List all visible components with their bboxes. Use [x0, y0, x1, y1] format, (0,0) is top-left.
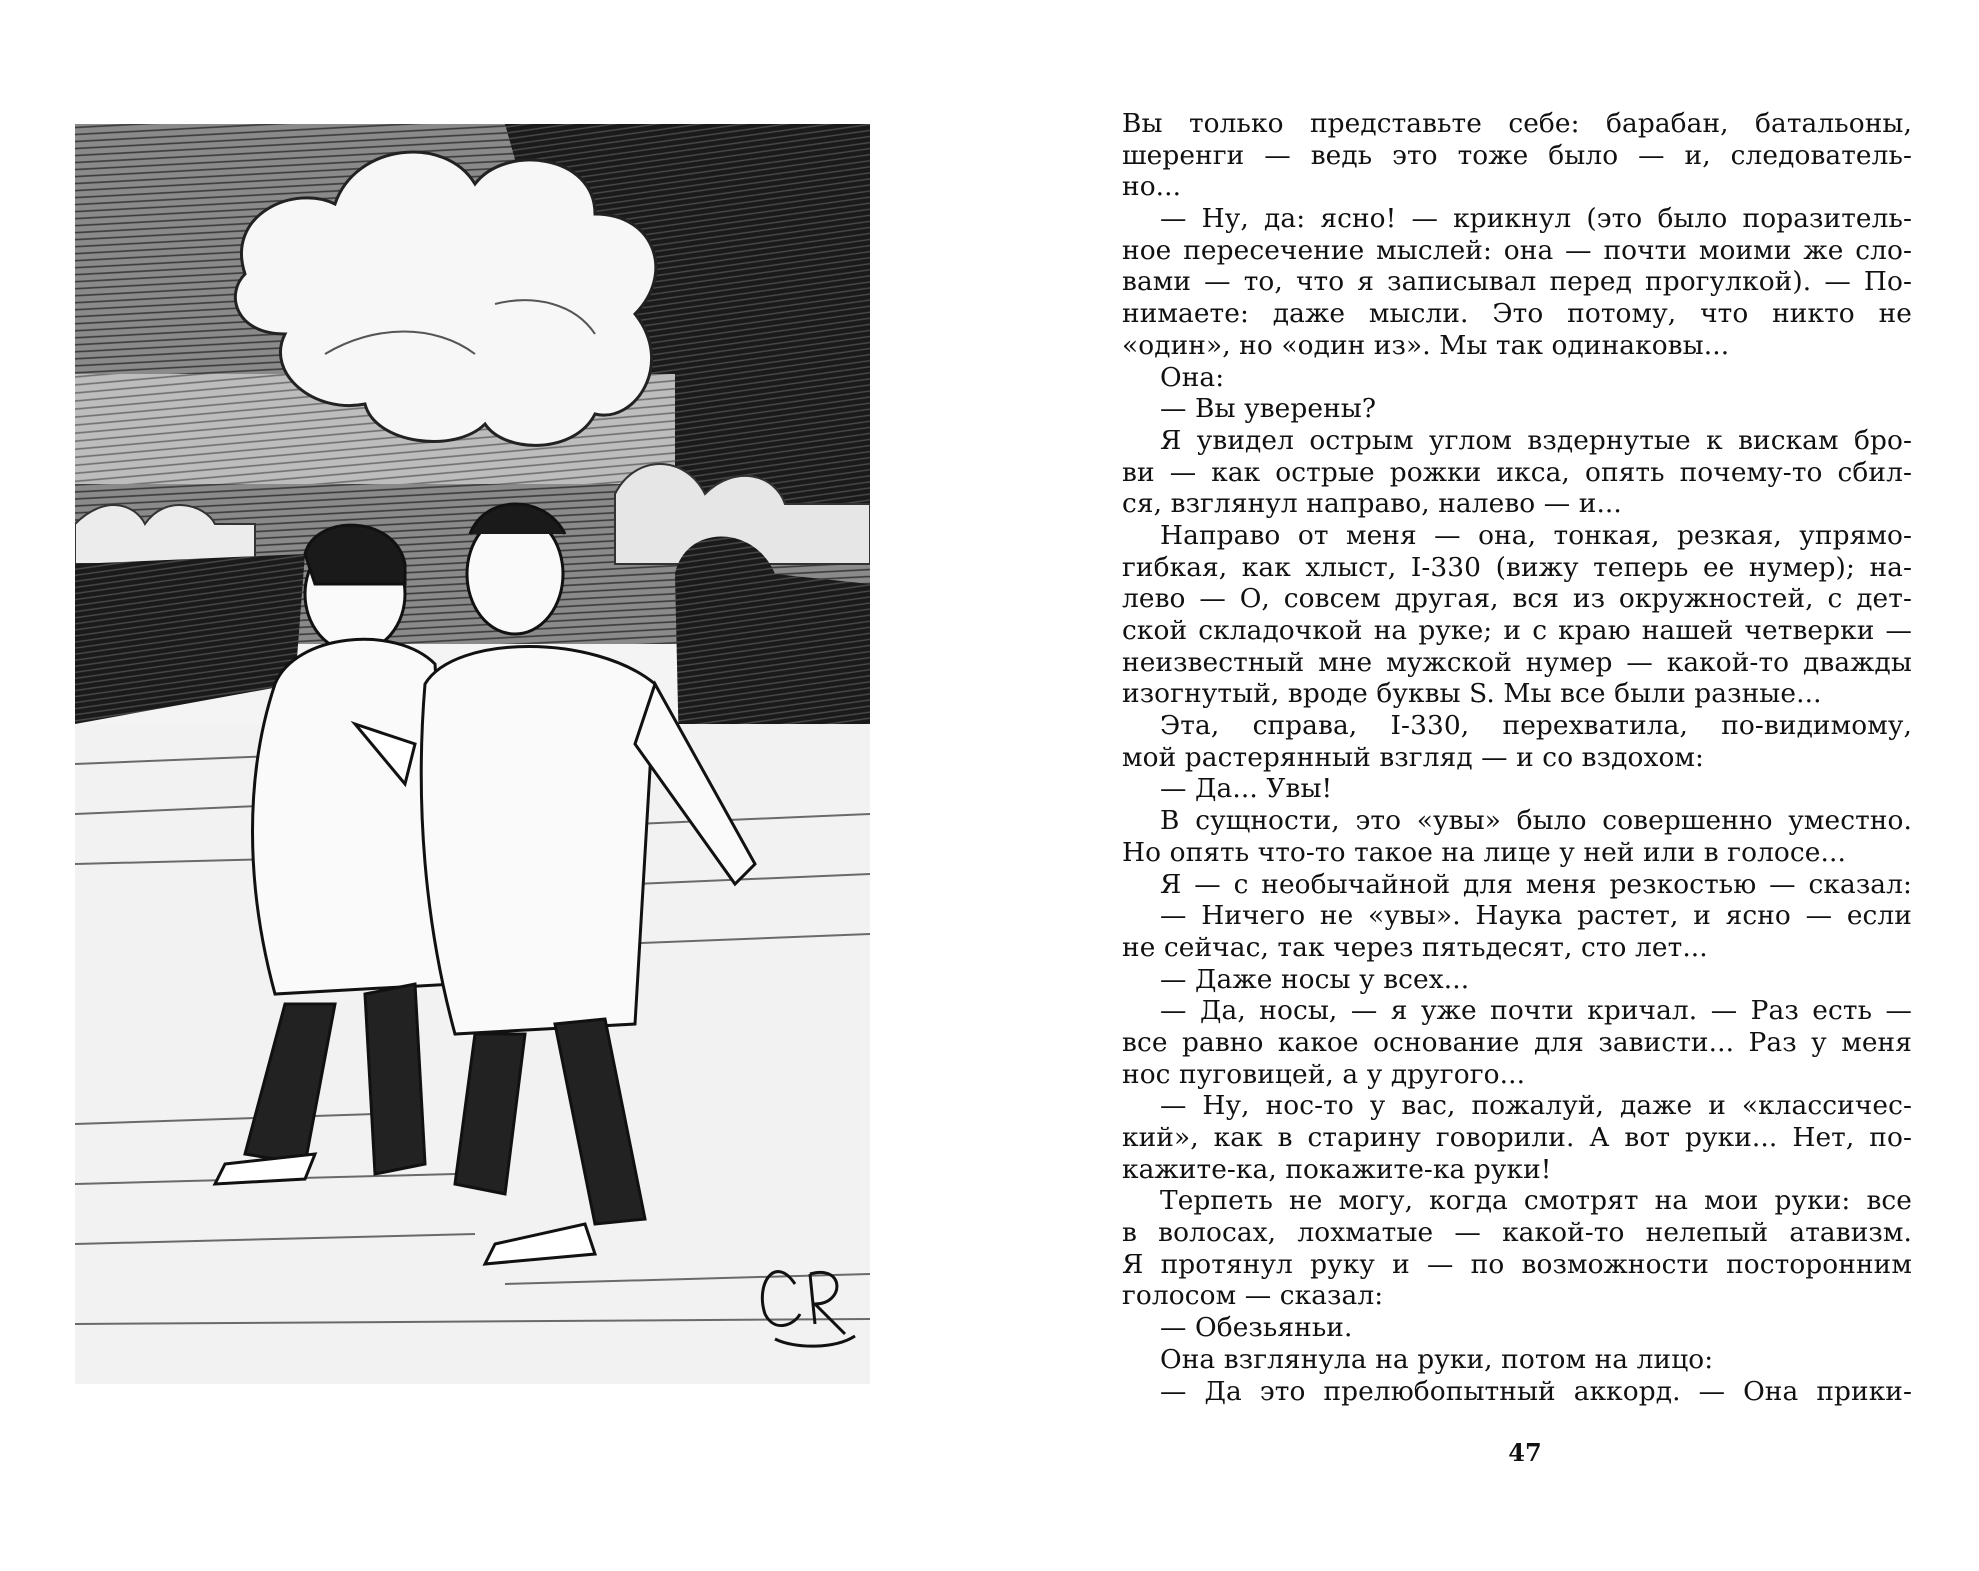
text-line: Терпеть не могу, когда смотрят на мои руки: все — [1160, 1185, 1912, 1217]
text-line: лево — О, совсем другая, вся из окружностей, с дет- — [1122, 583, 1912, 615]
text-line: в волосах, лохматые — какой-то нелепый атавизм. — [1122, 1217, 1912, 1249]
text-line: мой растерянный взгляд — и со вздохом: — [1122, 741, 1705, 773]
text-line: — Ничего не «увы». Наука растет, и ясно — если — [1160, 900, 1912, 932]
text-line: — Вы уверены? — [1160, 393, 1377, 425]
text-line: изогнутый, вроде буквы S. Мы все были разные... — [1122, 678, 1822, 710]
text-line: Направо от меня — она, тонкая, резкая, упрямо- — [1160, 519, 1912, 551]
text-line: — Да... Увы! — [1160, 773, 1333, 805]
text-line: Вы только представьте себе: барабан, батальоны, — [1122, 108, 1912, 139]
ink-drawing — [75, 124, 870, 1384]
text-line: Эта, справа, I-330, перехватила, по-видимому, — [1160, 710, 1912, 742]
text-line: не сейчас, так через пятьдесят, сто лет... — [1122, 931, 1708, 963]
text-line: Она взглянула на руки, потом на лицо: — [1160, 1343, 1714, 1375]
text-line: нимаете: даже мысли. Это потому, что никто не — [1122, 298, 1912, 330]
text-line: Я протянул руку и — по возможности посторонним — [1122, 1248, 1912, 1280]
text-line: нос пуговицей, а у другого... — [1122, 1058, 1526, 1090]
text-line: кий», как в старину говорили. А вот руки... Нет, по- — [1122, 1122, 1912, 1153]
text-line: — Обезьяньи. — [1160, 1312, 1353, 1344]
text-line: Но опять что-то такое на лице у ней или в голосе... — [1122, 836, 1846, 868]
text-line: — Да это прелюбопытный аккорд. — Она прики- — [1160, 1375, 1912, 1407]
text-line: шеренги — ведь это тоже было — и, следователь- — [1122, 139, 1912, 171]
text-line: — Ну, да: ясно! — крикнул (это было поразитель- — [1160, 203, 1912, 235]
text-line: Я увидел острым углом вздернутые к вискам бро- — [1160, 424, 1912, 456]
text-line: В сущности, это «увы» было совершенно уместно. — [1160, 805, 1912, 837]
text-line: — Ну, нос-то у вас, пожалуй, даже и «классичес- — [1160, 1090, 1912, 1122]
text-line: — Даже носы у всех... — [1160, 963, 1470, 995]
text-line: Она: — [1160, 361, 1225, 393]
text-line: кажите-ка, покажите-ка руки! — [1122, 1153, 1552, 1185]
text-line: неизвестный мне мужской нумер — какой-то дважды — [1122, 646, 1912, 678]
text-line: гибкая, как хлыст, I-330 (вижу теперь ее нумер); на- — [1122, 551, 1912, 583]
text-line: но... — [1122, 171, 1182, 203]
text-line: ное пересечение мыслей: она — почти моими же сло- — [1122, 234, 1912, 266]
text-line: все равно какое основание для зависти... Раз у меня — [1122, 1026, 1912, 1058]
text-line: ся, взглянул направо, налево — и... — [1122, 488, 1622, 520]
text-line: «один», но «один из». Мы так одинаковы... — [1122, 329, 1730, 361]
text-line: ской складочкой на руке; и с краю нашей четверки — — [1122, 615, 1912, 646]
text-column — [1122, 108, 1912, 1407]
text-line: Я — с необычайной для меня резкостью — сказал: — [1160, 868, 1912, 900]
illustration-two-figures-walking — [75, 124, 870, 1384]
text-line: вами — то, что я записывал перед прогулкой). — По- — [1122, 266, 1912, 298]
text-line: ви — как острые рожки икса, опять почему-то сбил- — [1122, 456, 1912, 488]
text-line: — Да, носы, — я уже почти кричал. — Раз есть — — [1160, 995, 1912, 1027]
text-line: голосом — сказал: — [1122, 1280, 1384, 1312]
page-number: 47 — [1508, 1438, 1542, 1467]
